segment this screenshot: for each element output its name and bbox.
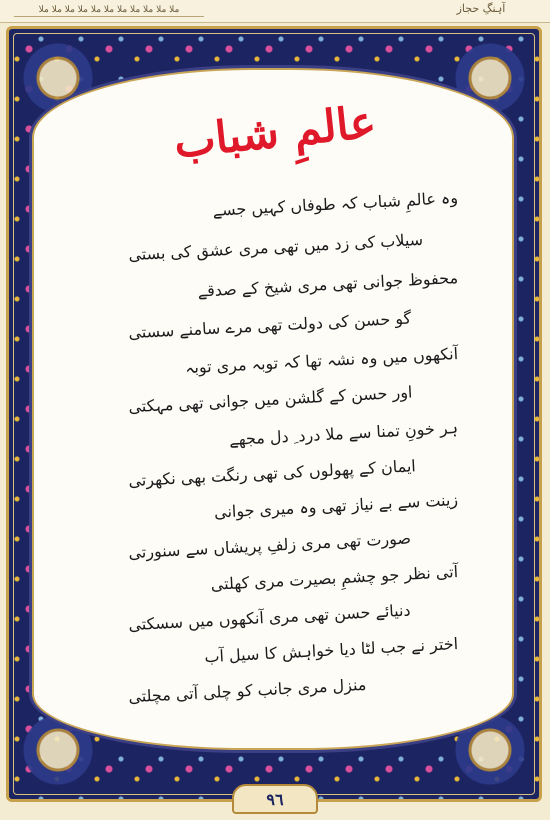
verse-line-2: سیلاب کی زد میں تھی مری عشق کی بستی [127,229,424,265]
page-number-badge [232,784,318,814]
running-header-text: ملا ملا ملا ملا ملا ملا ملا ملا ملا ملا ملا [14,4,204,17]
page-number: ٩٦ [266,790,284,809]
verse-line-9: زینت سے بے نیاز تھی وہ میری جوانی [213,490,459,522]
verse-line-13: اختر نے جب لٹا دیا خواہش کا سیل آب [203,634,459,667]
book-title: آہنگِ حجاز [456,2,506,15]
verse-line-12: دنیائے حسن تھی مری آنکھوں میں سسکتی [127,600,411,635]
poem-title: عالمِ شباب [171,96,379,169]
verse-line-4: گو حسن کی دولت تھی مرے سامنے سستی [127,308,412,343]
verse-line-7: ہر خونِ تمنا سے ملا درد ِ دل مجھے [228,418,459,449]
verse-line-3: محفوظ جوانی تھی مری شیخ کے صدقے [197,268,459,301]
verse-line-6: اور حسن کے گلشن میں جوانی تھی مہکتی [127,382,413,417]
verse-line-10: صورت تھی مری زلفِ پریشاں سے سنورتی [127,528,412,563]
verse-line-5: آنکھوں میں وہ نشہ تھا کہ توبہ مری توبہ [184,344,459,378]
verse-line-14: منزل مری جانب کو چلی آتی مچلتی [127,674,367,707]
verse-line-8: ایمان کے پھولوں کی تھی رنگت بھی نکھرتی [127,456,417,491]
header-strip [0,0,550,23]
verse-line-1: وہ عالمِ شباب کہ طوفاں کہیں جسے [212,188,459,220]
verse-line-11: آتی نظر جو چشمِ بصیرت مری کھلتی [210,562,459,594]
